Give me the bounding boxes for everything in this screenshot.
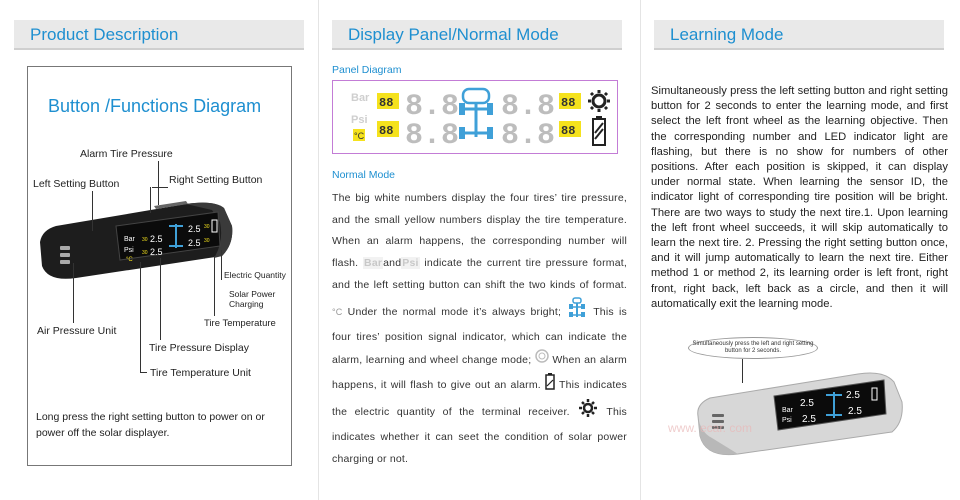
lcd-pressure-value: 2.5 <box>848 406 862 417</box>
panel-small-digits: 88 <box>561 96 576 110</box>
lcd-pressure-value: 2.5 <box>150 247 163 257</box>
panel-diagram <box>332 80 618 154</box>
psi-inline-icon: Psi <box>402 257 419 270</box>
text-segment: indicate the current tire pressure format, and the left setting button can shift the two kinds of format. <box>332 257 627 291</box>
lcd-pressure-value: 2.5 <box>802 414 816 425</box>
car-chassis-inline-icon <box>566 297 588 328</box>
text-segment: When an alarm happens, it will flash to give out an alarm. <box>332 354 627 391</box>
lcd-psi-label: Psi <box>124 247 134 254</box>
learning-mode-description: Simultaneously press the left setting button and right setting button for 2 seconds to enter the learning mode, and first select the left front wheel as the learning objective. Then the corresponding number and LED indicator light are flashing, but there is no show for numbers of other positions. After each position is skipped, it can display under normal state. When learning the sensor ID, the indicator light of corresponding tire position will be bright. There are two ways to study the next tire.1. Upon learning the left front wheel succeeds, it will skip automatically to learn the next tire. 2. Pressing the right setting button once, and it will jump automatically to learn the next tire. Either method 1 or method 2, its learning order is left front, right front, right back, left back as a circle, and then it will automatically exit the learning mode. <box>651 85 948 310</box>
label-left-setting-button: Left Setting Button <box>33 178 120 190</box>
leader-line <box>73 263 74 323</box>
lcd-bar-label: Bar <box>124 236 135 243</box>
text-segment: This is four tires’ position signal indicator, which can indicate the alarm, learning and wheel change mode; <box>332 305 627 367</box>
leader-line <box>150 187 151 213</box>
panel-battery-icon <box>593 116 605 145</box>
panel-small-digits: 88 <box>379 96 394 110</box>
lcd-pressure-value: 2.5 <box>846 390 860 401</box>
panel-lcd-svg <box>333 81 617 153</box>
leader-line <box>140 262 141 372</box>
lcd-pressure-value: 2.5 <box>188 224 201 234</box>
bar-inline-icon: Bar <box>364 257 383 270</box>
lcd-psi-label: Psi <box>782 417 792 424</box>
normal-mode-description <box>332 188 627 471</box>
panel-small-digits: 88 <box>379 124 394 138</box>
panel-car-chassis-icon <box>459 89 493 139</box>
watermark: www. ecar. com <box>668 421 753 435</box>
header-product-description: Product Description <box>14 20 304 50</box>
diagram-title: Button /Functions Diagram <box>48 96 262 116</box>
panel-sun-icon <box>588 90 610 112</box>
lcd-pressure-value: 2.5 <box>150 234 163 244</box>
lcd-pressure-value: 2.5 <box>800 398 814 409</box>
leader-line <box>92 191 93 231</box>
panel-big-digits: 8.8 <box>501 119 556 153</box>
text-segment: The big white numbers display the four tires’ tire pressure, and the small yellow numbers display the tire temperature. When an alarm happens, the corresponding number will flash. <box>332 192 627 270</box>
panel-psi-label: Psi <box>351 114 368 126</box>
tpms-device-illustration <box>36 186 236 286</box>
panel-small-digits: 88 <box>561 124 576 138</box>
panel-bar-label: Bar <box>351 92 370 104</box>
label-right-setting-button: Right Setting Button <box>169 174 263 186</box>
leader-line <box>214 256 215 316</box>
label-air-pressure-unit: Air Pressure Unit <box>37 325 117 337</box>
normal-mode-title: Normal Mode <box>332 169 396 181</box>
leader-line <box>152 187 168 188</box>
lcd-temp-value: 30 <box>204 224 210 230</box>
label-alarm-tire-pressure: Alarm Tire Pressure <box>80 148 173 160</box>
label-charging: Charging <box>229 299 264 309</box>
panel-big-digits: 8.8 <box>405 119 460 153</box>
sun-inline-icon <box>577 398 599 427</box>
column-divider <box>640 0 641 500</box>
power-note: Long press the right setting button to power on or power off the solar displayer. <box>36 411 265 439</box>
text-segment: This indicates the electric quantity of the terminal receiver. <box>332 378 627 419</box>
label-tire-temperature: Tire Temperature <box>204 318 276 329</box>
label-tire-temperature-unit: Tire Temperature Unit <box>150 367 251 379</box>
panel-big-digits: 8.8 <box>405 90 460 124</box>
panel-big-digits: 8.8 <box>501 90 556 124</box>
battery-inline-icon <box>545 372 555 399</box>
lcd-pressure-value: 2.5 <box>188 238 201 248</box>
header-display-panel: Display Panel/Normal Mode <box>332 20 622 50</box>
leader-line <box>140 372 147 373</box>
lcd-bar-label: Bar <box>782 407 793 414</box>
text-segment: This indicates whether it can seet the condition of solar power charging or not. <box>332 406 627 465</box>
leader-line <box>158 161 159 205</box>
text-segment: Under the normal mode it’s always bright; <box>347 305 562 318</box>
label-tire-pressure-display: Tire Pressure Display <box>149 342 249 354</box>
header-learning-mode: Learning Mode <box>654 20 944 50</box>
label-solar-power: Solar Power <box>229 289 276 299</box>
panel-diagram-title: Panel Diagram <box>332 64 402 76</box>
lcd-temp-value: 30 <box>142 237 148 243</box>
instruction-bubble: Simultaneously press the left and right setting button for 2 seconds. <box>688 337 818 359</box>
tire-alarm-inline-icon <box>535 349 549 372</box>
column-divider <box>318 0 319 500</box>
lcd-temp-value: 30 <box>204 238 210 244</box>
vent-slots <box>60 246 70 264</box>
leader-line <box>221 250 222 280</box>
learning-device-illustration <box>668 362 918 462</box>
label-electric-quantity: Electric Quantity <box>224 270 286 280</box>
lcd-celsius-label: °C <box>126 257 133 263</box>
celsius-inline-icon: °C <box>332 306 343 317</box>
lcd-temp-value: 30 <box>142 250 148 256</box>
panel-celsius-label: °C <box>354 131 365 141</box>
text-segment: and <box>383 257 402 270</box>
leader-line <box>160 258 161 340</box>
